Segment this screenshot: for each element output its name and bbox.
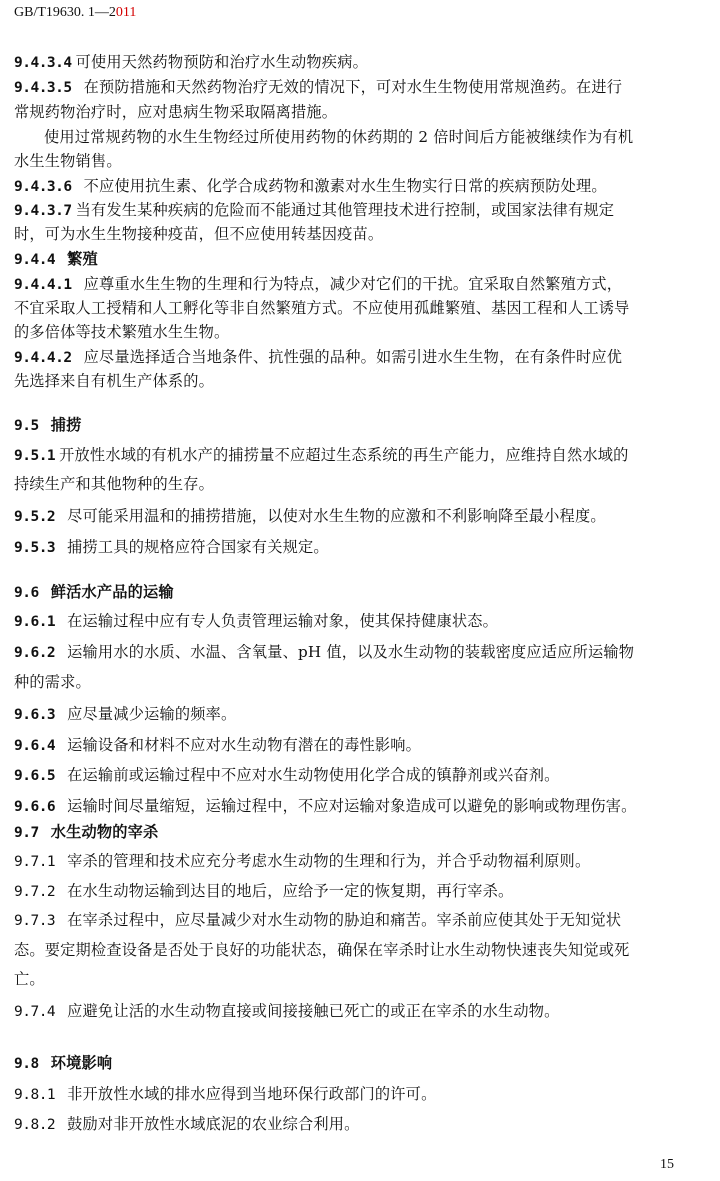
clause-text: 常规药物治疗时，应对患病生物采取隔离措施。	[14, 103, 338, 121]
clause-9-4-3-5	[14, 77, 706, 98]
clause-text: 鼓励对非开放性水域底泥的农业综合利用。	[67, 1115, 360, 1133]
clause-text: 持续生产和其他物种的生存。	[14, 475, 215, 493]
clause-text: 运输时间尽量缩短，运输过程中，不应对运输对象造成可以避免的影响或物理伤害。	[67, 797, 637, 815]
clause-9-5-2	[14, 506, 706, 527]
clause-number: 9.4.3.5	[14, 80, 72, 96]
clause-9-7-4	[14, 1001, 706, 1022]
clause-text: 不宜采取人工授精和人工孵化等非自然繁殖方式。不应使用孤雌繁殖、基因工程和人工诱导	[14, 299, 630, 317]
clause-continuation	[14, 298, 706, 318]
clause-9-6-1	[14, 611, 706, 632]
clause-9-8-2	[14, 1114, 706, 1135]
paragraph-continuation	[14, 151, 706, 171]
clause-9-5-3	[14, 537, 706, 558]
clause-9-8-1	[14, 1084, 706, 1105]
clause-text: 在运输过程中应有专人负责管理运输对象，使其保持健康状态。	[67, 612, 499, 630]
clause-text: 先选择来自有机生产体系的。	[14, 372, 215, 390]
clause-number: 9.8.1	[14, 1087, 56, 1103]
clause-number: 9.6.3	[14, 707, 56, 723]
clause-text: 应尊重水生生物的生理和行为特点，减少对它们的干扰。宜采取自然繁殖方式，	[83, 275, 623, 293]
clause-9-6-4	[14, 735, 706, 756]
clause-continuation	[14, 474, 706, 494]
clause-text: 开放性水域的有机水产的捕捞量不应超过生态系统的再生产能力，应维持自然水域的	[59, 446, 629, 464]
section-number: 9.6	[14, 585, 39, 601]
clause-continuation	[14, 224, 706, 244]
clause-text: 尽可能采用温和的捕捞措施，以使对水生生物的应激和不利影响降至最小程度。	[67, 507, 606, 525]
clause-number: 9.6.1	[14, 614, 56, 630]
clause-9-7-2	[14, 881, 706, 902]
clause-9-6-3	[14, 704, 706, 725]
section-title: 环境影响	[50, 1054, 113, 1072]
section-9-5-heading	[14, 415, 706, 436]
clause-number: 9.7.2	[14, 884, 56, 900]
clause-text: 非开放性水域的排水应得到当地环保行政部门的许可。	[67, 1085, 437, 1103]
section-title: 繁殖	[67, 250, 98, 268]
clause-text: 宰杀的管理和技术应充分考虑水生动物的生理和行为，并合乎动物福利原则。	[67, 852, 591, 870]
clause-9-7-1	[14, 851, 706, 872]
clause-text: 在宰杀过程中，应尽量减少对水生动物的胁迫和痛苦。宰杀前应使其处于无知觉状	[67, 911, 622, 929]
clause-number: 9.7.1	[14, 854, 56, 870]
clause-text: 可使用天然药物预防和治疗水生动物疾病。	[75, 53, 368, 71]
clause-number: 9.7.3	[14, 913, 56, 929]
clause-text: 捕捞工具的规格应符合国家有关规定。	[67, 538, 329, 556]
clause-continuation	[14, 672, 706, 692]
clause-9-6-6	[14, 796, 706, 817]
clause-text: 种的需求。	[14, 673, 91, 691]
standard-year: 011	[115, 5, 137, 20]
clause-text: 态。要定期检查设备是否处于良好的功能状态，确保在宰杀时让水生动物快速丧失知觉或死	[14, 941, 630, 959]
clause-number: 9.4.3.4	[14, 55, 72, 71]
standard-code: GB/T19630. 1—2	[14, 5, 116, 20]
section-title: 捕捞	[50, 416, 82, 434]
clause-continuation	[14, 102, 706, 122]
clause-number: 9.5.2	[14, 509, 56, 525]
section-title: 水生动物的宰杀	[50, 823, 159, 841]
paragraph	[44, 127, 706, 147]
clause-number: 9.4.4.2	[14, 350, 72, 366]
clause-number: 9.8.2	[14, 1117, 56, 1133]
section-number: 9.4.4	[14, 252, 56, 268]
clause-9-6-2	[14, 642, 706, 663]
clause-text: 不应使用抗生素、化学合成药物和激素对水生生物实行日常的疾病预防处理。	[83, 177, 607, 195]
clause-9-4-3-7	[14, 200, 706, 221]
clause-number: 9.4.3.6	[14, 179, 72, 195]
clause-number: 9.4.3.7	[14, 203, 72, 219]
clause-text: 时，可为水生生物接种疫苗，但不应使用转基因疫苗。	[14, 225, 384, 243]
clause-text: 在水生动物运输到达目的地后，应给予一定的恢复期，再行宰杀。	[67, 882, 514, 900]
clause-9-5-1	[14, 445, 706, 466]
section-number: 9.5	[14, 418, 39, 434]
clause-number: 9.6.4	[14, 738, 56, 754]
clause-number: 9.6.6	[14, 799, 56, 815]
clause-9-6-5	[14, 765, 706, 786]
clause-number: 9.5.3	[14, 540, 56, 556]
clause-number: 9.5.1	[14, 448, 56, 464]
clause-continuation	[14, 940, 706, 960]
section-9-6-heading	[14, 582, 706, 603]
clause-number: 9.7.4	[14, 1004, 56, 1020]
paragraph-text: 使用过常规药物的水生生物经过所使用药物的休药期的 2 倍时间后方能被继续作为有机	[44, 128, 634, 146]
clause-text: 应尽量减少运输的频率。	[67, 705, 237, 723]
section-number: 9.7	[14, 825, 39, 841]
clause-continuation	[14, 322, 706, 342]
clause-9-4-4-1	[14, 274, 706, 295]
clause-9-4-3-4	[14, 52, 706, 73]
page-number: 15	[660, 1157, 674, 1172]
clause-text: 在运输前或运输过程中不应对水生动物使用化学合成的镇静剂或兴奋剂。	[67, 766, 560, 784]
clause-9-4-3-6	[14, 176, 706, 197]
clause-text: 当有发生某种疾病的危险而不能通过其他管理技术进行控制，或国家法律有规定	[75, 201, 615, 219]
section-title: 鲜活水产品的运输	[50, 583, 174, 601]
clause-text: 应避免让活的水生动物直接或间接接触已死亡的或正在宰杀的水生动物。	[67, 1002, 560, 1020]
section-9-8-heading	[14, 1053, 706, 1074]
section-9-7-heading	[14, 822, 706, 843]
clause-continuation	[14, 371, 706, 391]
paragraph-text: 水生生物销售。	[14, 152, 122, 170]
section-number: 9.8	[14, 1056, 39, 1072]
clause-text: 的多倍体等技术繁殖水生生物。	[14, 323, 230, 341]
clause-9-4-4-2	[14, 347, 706, 368]
clause-text: 应尽量选择适合当地条件、抗性强的品种。如需引进水生生物，在有条件时应优	[83, 348, 623, 366]
clause-9-7-3	[14, 910, 706, 931]
clause-number: 9.4.4.1	[14, 277, 72, 293]
clause-number: 9.6.2	[14, 645, 56, 661]
clause-continuation	[14, 969, 706, 989]
section-9-4-4-heading	[14, 249, 706, 270]
standard-header	[14, 5, 136, 21]
clause-number: 9.6.5	[14, 768, 56, 784]
clause-text: 运输用水的水质、水温、含氧量、pH 值，以及水生动物的装载密度应适应所运输物	[67, 643, 635, 661]
clause-text: 在预防措施和天然药物治疗无效的情况下，可对水生生物使用常规渔药。在进行	[83, 78, 623, 96]
clause-text: 运输设备和材料不应对水生动物有潜在的毒性影响。	[67, 736, 422, 754]
clause-text: 亡。	[14, 970, 45, 988]
